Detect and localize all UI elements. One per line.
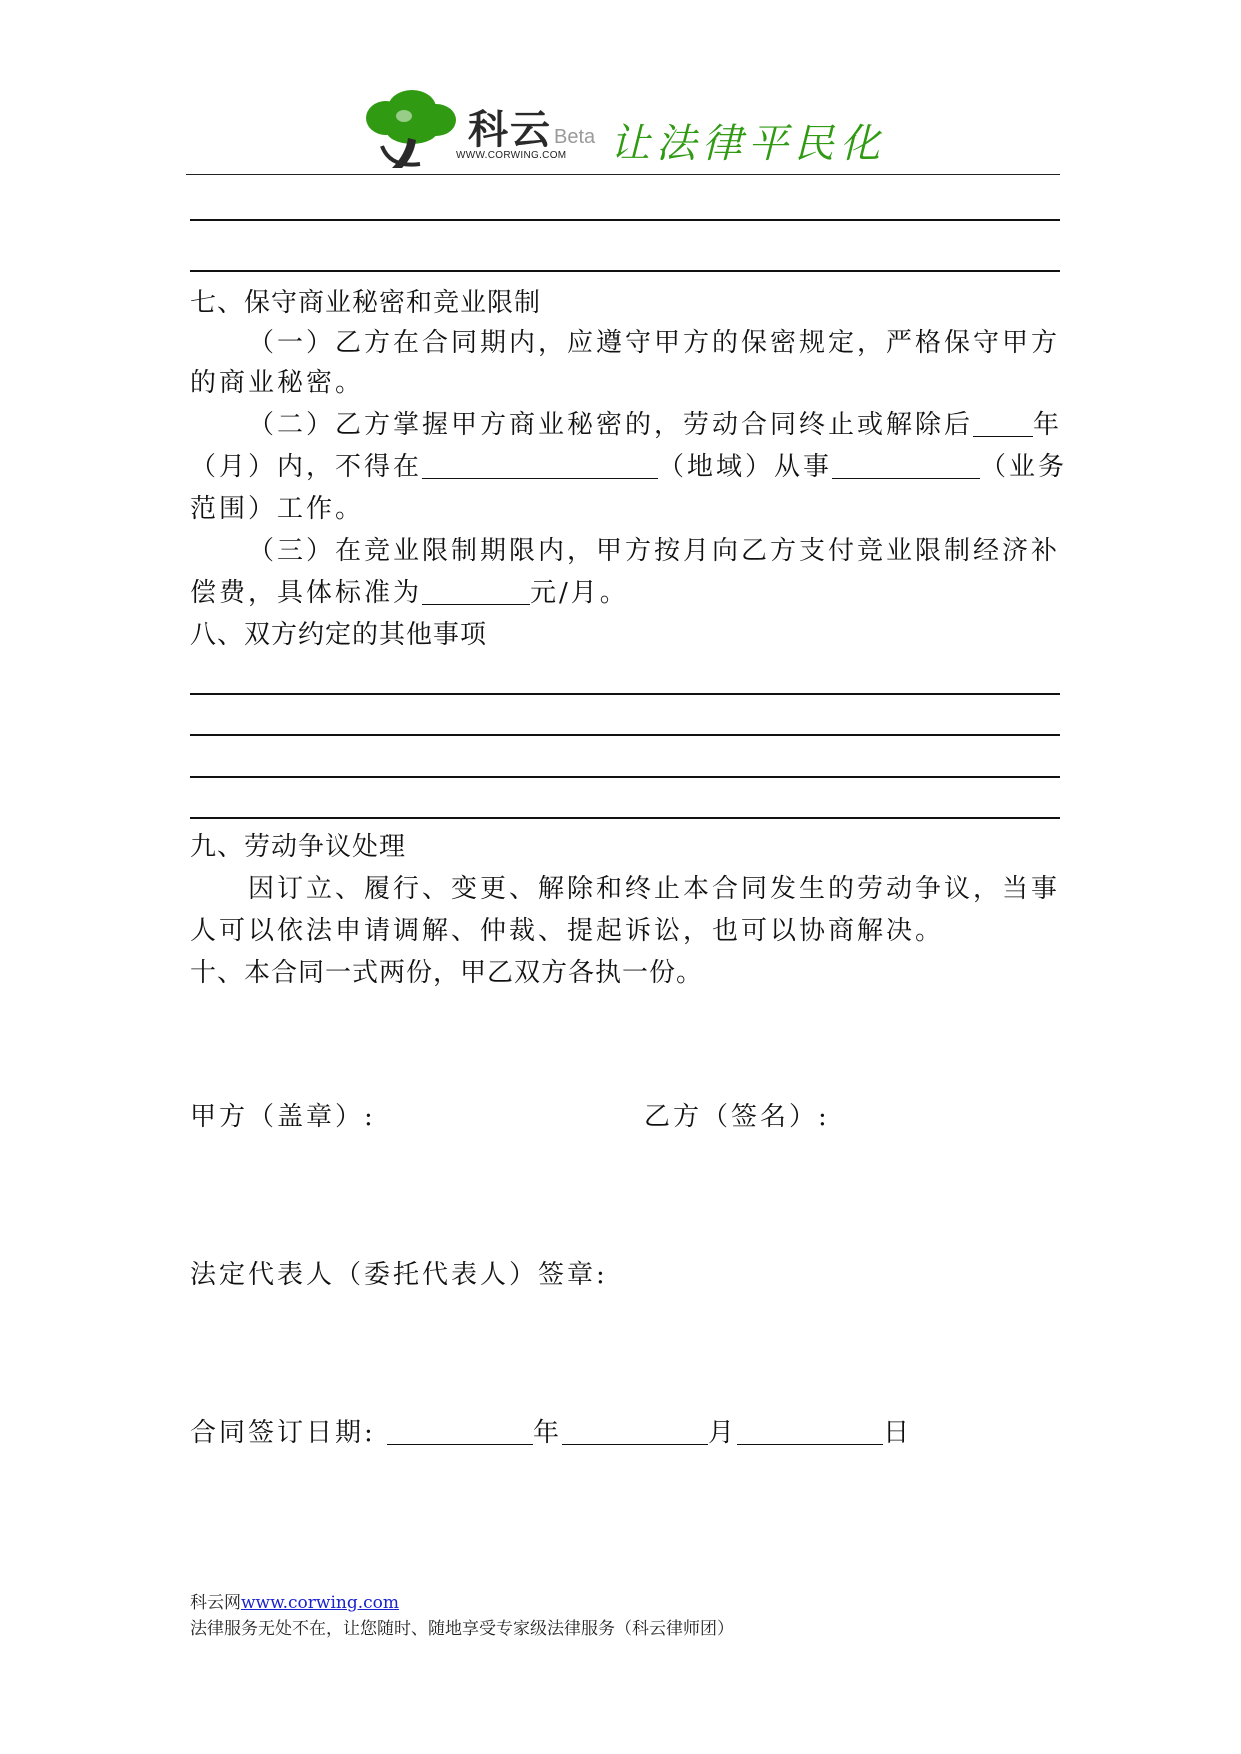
date-day: 日 xyxy=(883,1418,913,1448)
fill-blank-years xyxy=(973,410,1033,437)
page-header xyxy=(186,82,1060,174)
fill-blank-scope xyxy=(832,452,980,479)
p2-text-b: 年 xyxy=(1033,410,1063,440)
fill-blank-year xyxy=(387,1418,533,1445)
section-8-heading: 八、双方约定的其他事项 xyxy=(190,620,488,650)
blank-line xyxy=(190,270,1060,272)
section-9-line2: 人可以依法申请调解、仲裁、提起诉讼，也可以协商解决。 xyxy=(190,916,945,946)
section-7-p1-line1: （一）乙方在合同期内，应遵守甲方的保密规定，严格保守甲方 xyxy=(248,328,1061,358)
blank-line xyxy=(190,734,1060,736)
footer-tagline: 法律服务无处不在，让您随时、随地享受专家级法律服务（科云律师团） xyxy=(190,1619,734,1639)
party-a-signature: 甲方（盖章）: xyxy=(190,1102,376,1132)
section-7-p2-line1 xyxy=(248,404,1063,446)
section-9-line1: 因订立、履行、变更、解除和终止本合同发生的劳动争议，当事 xyxy=(248,874,1061,904)
date-label: 合同签订日期: xyxy=(190,1418,376,1448)
blank-line xyxy=(190,693,1060,695)
party-b-signature: 乙方（签名）: xyxy=(644,1102,830,1132)
logo-url: WWW.CORWING.COM xyxy=(456,150,567,161)
section-7-heading: 七、保守商业秘密和竞业限制 xyxy=(190,288,542,318)
fill-blank-day xyxy=(737,1418,883,1445)
p3-text-a: 偿费，具体标准为 xyxy=(190,578,423,608)
tree-logo-icon xyxy=(362,88,462,174)
section-9-heading: 九、劳动争议处理 xyxy=(190,832,407,862)
fill-blank-amount xyxy=(422,578,530,605)
section-7-p3-line1: （三）在竞业限制期限内，甲方按月向乙方支付竞业限制经济补 xyxy=(248,536,1061,566)
fill-blank-month xyxy=(562,1418,708,1445)
logo-name: 科云 xyxy=(468,106,552,153)
footer-site-name: 科云网 xyxy=(190,1593,241,1613)
blank-line xyxy=(190,817,1060,819)
logo-slogan: 让法律平民化 xyxy=(610,121,886,167)
logo-beta: Beta xyxy=(554,126,596,148)
section-7-p2-line3: 范围）工作。 xyxy=(190,494,365,524)
section-7-p1-line2: 的商业秘密。 xyxy=(190,368,365,398)
p2-text-a: （二）乙方掌握甲方商业秘密的，劳动合同终止或解除后 xyxy=(248,410,974,440)
section-7-p2-line2 xyxy=(190,446,1068,488)
blank-line xyxy=(190,776,1060,778)
fill-blank-region xyxy=(422,452,658,479)
legal-rep-signature: 法定代表人（委托代表人）签章: xyxy=(190,1260,608,1290)
date-month: 月 xyxy=(708,1418,738,1448)
footer-site-link[interactable]: www.corwing.com xyxy=(241,1593,400,1613)
header-divider xyxy=(186,174,1060,175)
p2-text-d: （地域）从事 xyxy=(658,452,833,482)
section-10-heading: 十、本合同一式两份，甲乙双方各执一份。 xyxy=(190,958,704,988)
p2-text-e: （业务 xyxy=(980,452,1068,482)
section-7-p3-line2 xyxy=(190,572,1060,614)
p2-text-c: （月）内，不得在 xyxy=(190,452,423,482)
footer-site xyxy=(190,1588,399,1613)
p3-text-b: 元/月。 xyxy=(530,578,629,608)
date-year: 年 xyxy=(533,1418,563,1448)
blank-line xyxy=(190,219,1060,221)
contract-date xyxy=(190,1412,1060,1454)
